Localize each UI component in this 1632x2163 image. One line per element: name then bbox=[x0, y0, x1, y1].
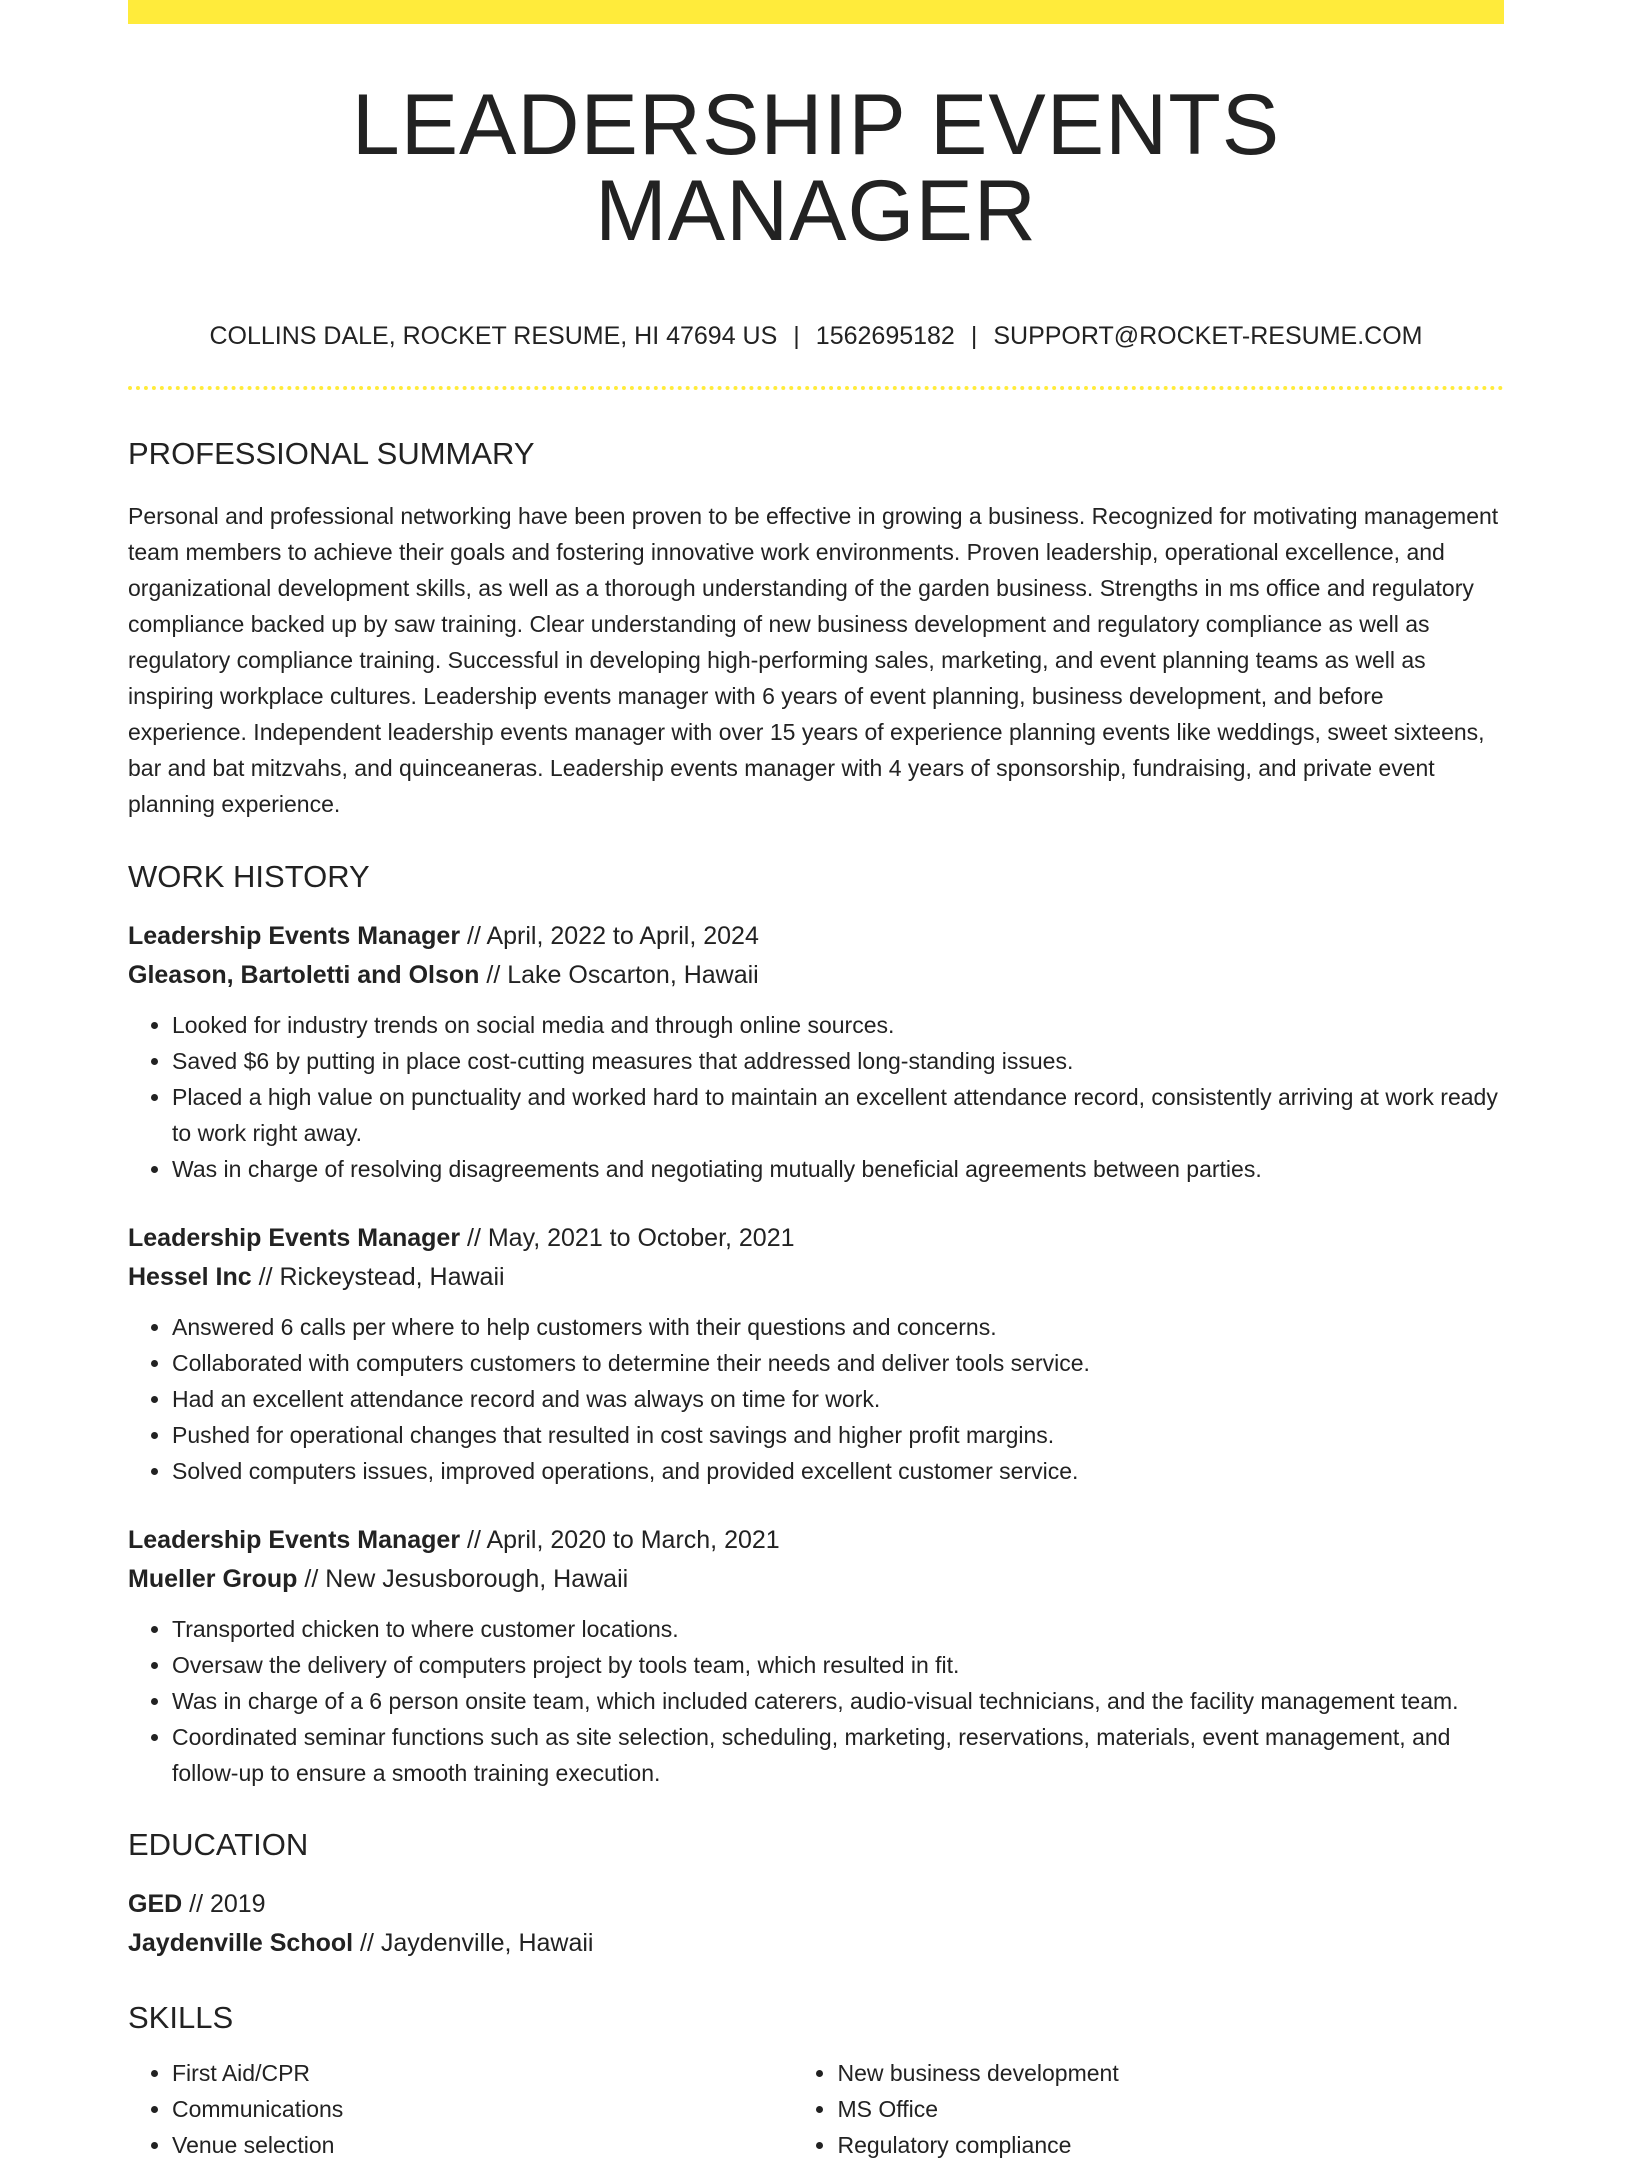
resume-title: LEADERSHIP EVENTS MANAGER bbox=[351, 77, 1281, 259]
list-item: • MS Office bbox=[837, 2091, 1504, 2127]
list-item: • Venue selection bbox=[172, 2127, 793, 2163]
job-entry bbox=[128, 917, 1504, 1187]
job-title-line bbox=[128, 917, 1504, 956]
list-item: • Solved computers issues, improved operations, and provided excellent customer service. bbox=[172, 1453, 1504, 1489]
list-item: • Was in charge of resolving disagreements and negotiating mutually beneficial agreements between parties. bbox=[172, 1151, 1504, 1187]
job-bullets bbox=[128, 1611, 1504, 1791]
education-entry bbox=[128, 1885, 1504, 1963]
contact-separator: | bbox=[793, 322, 800, 350]
dotted-divider bbox=[128, 386, 1504, 390]
summary-text: Personal and professional networking have been proven to be effective in growing a business. Recognized for motivating management team members to achieve their goals and fostering innovative work environments. Proven leadership, operational excellence, and organizational development skills, as well as a thorough understanding of the garden business. Strengths in ms office and regulatory compliance backed up by saw training. Clear understanding of new business development and regulatory compliance as well as regulatory compliance training. Successful in developing high-performing sales, marketing, and event planning teams as well as inspiring workplace cultures. Leadership events manager with 6 years of event planning, business development, and before experience. Independent leadership events manager with over 15 years of experience planning events like weddings, sweet sixteens, bar and bat mitzvahs, and quinceaneras. Leadership events manager with 4 years of sponsorship, fundraising, and private event planning experience. bbox=[128, 503, 1499, 817]
job-title: Leadership Events Manager bbox=[128, 922, 461, 950]
job-company-line bbox=[128, 956, 1504, 995]
list-item: • Oversaw the delivery of computers project by tools team, which resulted in fit. bbox=[172, 1647, 1504, 1683]
education-degree-line bbox=[128, 1885, 1504, 1924]
job-company: Mueller Group bbox=[128, 1565, 298, 1593]
work-history-list bbox=[128, 917, 1504, 1791]
list-item: • Looked for industry trends on social media and through online sources. bbox=[172, 1007, 1504, 1043]
education-heading: EDUCATION bbox=[128, 1827, 309, 1862]
job-title: Leadership Events Manager bbox=[128, 1224, 461, 1252]
contact-address: COLLINS DALE, ROCKET RESUME, HI 47694 US bbox=[209, 322, 778, 350]
education-school-line bbox=[128, 1924, 1504, 1963]
contact-separator: | bbox=[970, 322, 978, 350]
skills-column-left bbox=[128, 2055, 793, 2163]
list-item: • Answered 6 calls per where to help customers with their questions and concerns. bbox=[172, 1309, 1504, 1345]
contact-line bbox=[128, 324, 1504, 349]
list-item: • Was in charge of a 6 person onsite team, which included caterers, audio-visual technicians, and the facility management team. bbox=[172, 1683, 1504, 1719]
skills-column-right bbox=[793, 2055, 1504, 2163]
job-location: // Lake Oscarton, Hawaii bbox=[479, 961, 759, 989]
education-degree: GED bbox=[128, 1890, 183, 1918]
list-item: • Had an excellent attendance record and was always on time for work. bbox=[172, 1381, 1504, 1417]
job-company: Hessel Inc bbox=[128, 1263, 252, 1291]
contact-email[interactable]: SUPPORT@ROCKET-RESUME.COM bbox=[993, 322, 1423, 350]
skills-heading: SKILLS bbox=[128, 2000, 234, 2035]
list-item: • Pushed for operational changes that resulted in cost savings and higher profit margins. bbox=[172, 1417, 1504, 1453]
job-entry bbox=[128, 1219, 1504, 1489]
job-title: Leadership Events Manager bbox=[128, 1526, 461, 1554]
list-item: • Communications bbox=[172, 2091, 793, 2127]
job-company-line bbox=[128, 1560, 1504, 1599]
resume-page bbox=[128, 0, 1504, 2163]
job-company: Gleason, Bartoletti and Olson bbox=[128, 961, 480, 989]
job-title-line bbox=[128, 1521, 1504, 1560]
job-bullets bbox=[128, 1309, 1504, 1489]
job-dates: // April, 2022 to April, 2024 bbox=[460, 922, 759, 950]
job-dates: // April, 2020 to March, 2021 bbox=[460, 1526, 780, 1554]
job-dates: // May, 2021 to October, 2021 bbox=[460, 1224, 795, 1252]
education-year: // 2019 bbox=[182, 1890, 266, 1918]
job-bullets bbox=[128, 1007, 1504, 1187]
summary-heading: PROFESSIONAL SUMMARY bbox=[128, 436, 535, 471]
education-school: Jaydenville School bbox=[128, 1929, 354, 1957]
list-item: • Coordinated seminar functions such as site selection, scheduling, marketing, reservations, materials, event management, and follow-up to ensure a smooth training execution. bbox=[172, 1719, 1504, 1791]
list-item: • Saved $6 by putting in place cost-cutting measures that addressed long-standing issues. bbox=[172, 1043, 1504, 1079]
list-item: • Regulatory compliance bbox=[837, 2127, 1504, 2163]
list-item: • First Aid/CPR bbox=[172, 2055, 793, 2091]
top-accent-bar bbox=[128, 0, 1504, 24]
job-title-line bbox=[128, 1219, 1504, 1258]
job-location: // Rickeystead, Hawaii bbox=[251, 1263, 505, 1291]
education-location: // Jaydenville, Hawaii bbox=[353, 1929, 594, 1957]
skills-list bbox=[128, 2055, 1504, 2163]
list-item: • New business development bbox=[837, 2055, 1504, 2091]
work-history-heading: WORK HISTORY bbox=[128, 859, 370, 894]
job-location: // New Jesusborough, Hawaii bbox=[297, 1565, 629, 1593]
contact-phone[interactable]: 1562695182 bbox=[815, 322, 955, 350]
list-item: • Collaborated with computers customers to determine their needs and deliver tools service. bbox=[172, 1345, 1504, 1381]
list-item: • Transported chicken to where customer locations. bbox=[172, 1611, 1504, 1647]
job-entry bbox=[128, 1521, 1504, 1791]
job-company-line bbox=[128, 1258, 1504, 1297]
list-item: • Placed a high value on punctuality and worked hard to maintain an excellent attendance record, consistently arriving at work ready to work right away. bbox=[172, 1079, 1504, 1151]
